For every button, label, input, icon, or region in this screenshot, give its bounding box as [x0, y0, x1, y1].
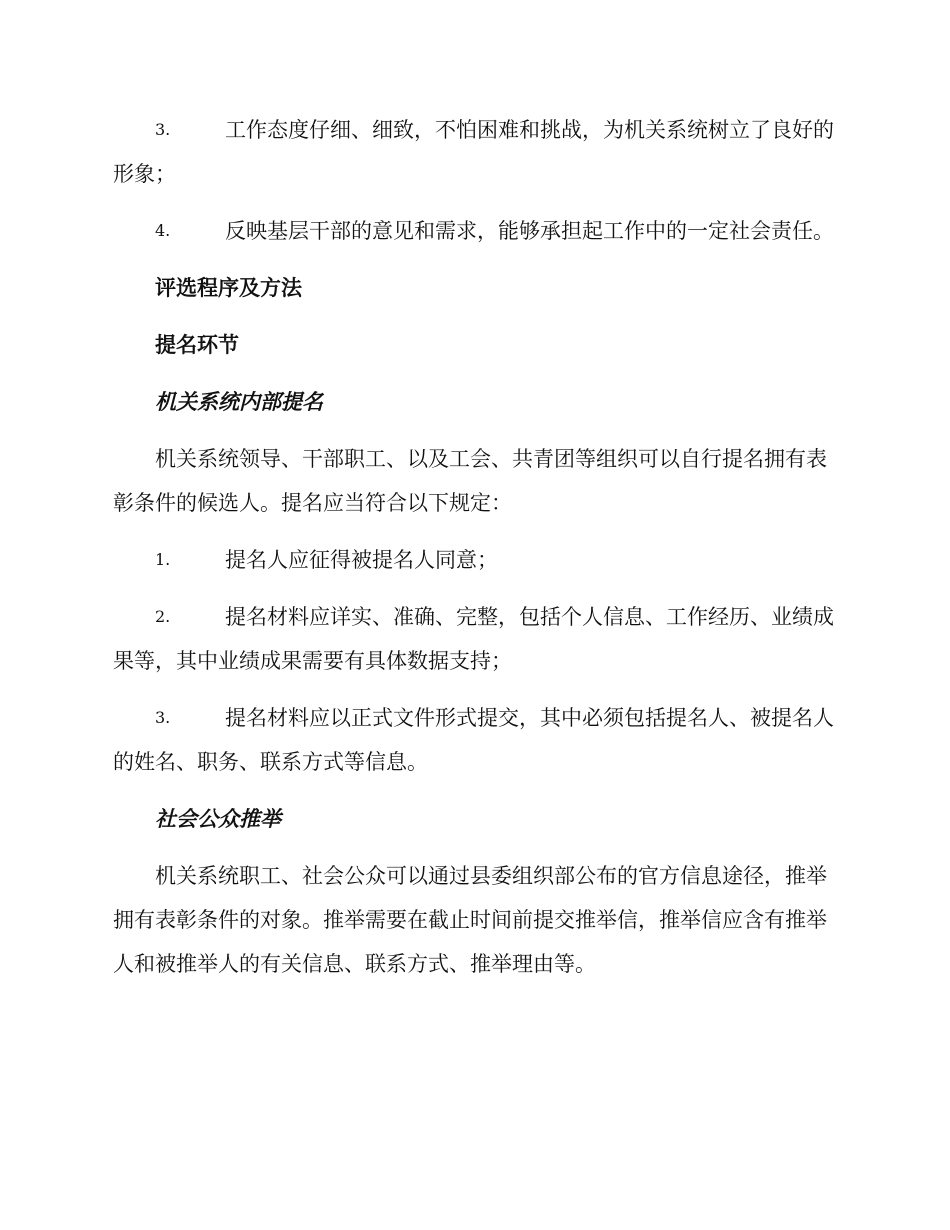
sub-subsection-heading: 机关系统内部提名 [155, 390, 323, 414]
list-item [113, 538, 835, 582]
subsection-heading: 提名环节 [155, 333, 239, 357]
document-body [113, 108, 835, 999]
list-number: 3. [155, 708, 171, 727]
list-number: 4. [155, 221, 171, 240]
list-item [113, 108, 835, 196]
list-item [113, 595, 835, 683]
list-text: 工作态度仔细、细致，不怕困难和挑战，为机关系统树立了良好的形象； [113, 118, 834, 186]
list-number: 2. [155, 607, 171, 626]
list-item [113, 209, 835, 253]
sub-subsection-heading: 社会公众推举 [155, 807, 281, 831]
list-text: 提名材料应详实、准确、完整，包括个人信息、工作经历、业绩成果等，其中业绩成果需要有具体数据支持； [113, 605, 834, 673]
paragraph: 机关系统领导、干部职工、以及工会、共青团等组织可以自行提名拥有表彰条件的候选人。提名应当符合以下规定： [113, 447, 827, 515]
section-heading: 评选程序及方法 [155, 276, 302, 300]
paragraph: 机关系统职工、社会公众可以通过县委组织部公布的官方信息途径，推举拥有表彰条件的对象。推举需要在截止时间前提交推举信，推举信应含有推举人和被推举人的有关信息、联系方式、推举理由等。 [113, 864, 827, 976]
list-text: 反映基层干部的意见和需求，能够承担起工作中的一定社会责任。 [225, 219, 834, 243]
list-text: 提名材料应以正式文件形式提交，其中必须包括提名人、被提名人的姓名、职务、联系方式等信息。 [113, 706, 834, 774]
list-number: 3. [155, 120, 171, 139]
list-text: 提名人应征得被提名人同意； [225, 548, 498, 572]
list-item [113, 696, 835, 784]
list-number: 1. [155, 550, 171, 569]
